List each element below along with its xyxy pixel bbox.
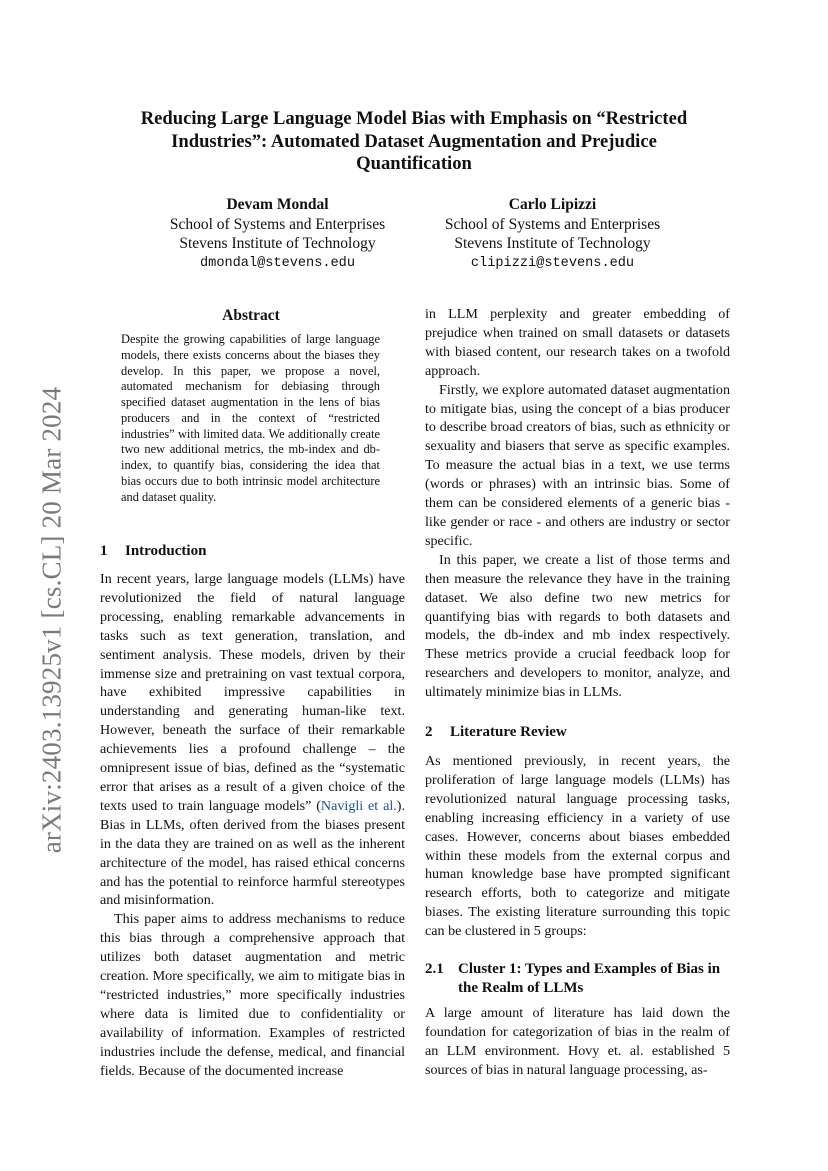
title-line-1: Reducing Large Language Model Bias with Emphasis on “Restricted xyxy=(140,108,688,129)
citation-link[interactable]: Navigli et al. xyxy=(320,797,397,814)
section-number: 1 xyxy=(100,543,108,559)
section-title: Introduction xyxy=(125,543,207,559)
paragraph-text: In recent years, large language models (LLMs) have revolutionized the field of natural language processing, enabling remarkable advancements in tasks such as text generation, translation, and sentiment analysis. These models, driven by their immense size and pretraining on vast textual corpora, have exhibited impressive capabilities in understanding and generating human-like text. However, beneath the surface of their remarkable achievements lies a profound challenge – the omnipresent issue of bias, defined as the “systematic error that arises as a result of a given choice of the texts used to train language models” ( xyxy=(100,571,405,814)
section-title: Literature Review xyxy=(450,724,567,740)
literature-review-body xyxy=(425,752,730,941)
section-heading-introduction xyxy=(100,542,206,561)
paragraph xyxy=(100,570,405,910)
paragraph-text: ). Bias in LLMs, often derived from the biases present in the data they are trained on as well as the inherent architecture of the model, has raised ethical concerns and has the potential to reinforce harmful stereotypes and misinformation. xyxy=(100,797,405,909)
author-email: dmondal@stevens.edu xyxy=(200,256,355,272)
subsection-number: 2.1 xyxy=(425,961,444,977)
author-affiliation-school: School of Systems and Enterprises xyxy=(444,215,661,233)
author-affiliation-institute: Stevens Institute of Technology xyxy=(179,235,376,253)
paragraph: As mentioned previously, in recent years, the proliferation of large language models (LLMs) has revolutionized natural language processing tasks, enabling increasing efficiency in a variety of use cases. However, concerns about biases embedded within these models from the external corpus and human knowledge base have prompted significant research efforts, both to categorize and mitigate biases. The existing literature surrounding this topic can be clustered in 5 groups: xyxy=(425,753,730,940)
author-affiliation-institute: Stevens Institute of Technology xyxy=(454,235,651,253)
author-affiliation-school: School of Systems and Enterprises xyxy=(169,215,386,233)
right-column-body xyxy=(425,305,730,702)
section-heading-literature-review xyxy=(425,723,567,742)
subsection-heading-cluster-1 xyxy=(425,960,730,998)
abstract-text: Despite the growing capabilities of large language models, there exists concerns about the biases they develop. In this paper, we propose a novel, automated mechanism for debiasing through specified dataset augmentation in the lens of bias producers and in the context of “restricted industries” with limited data. We additionally create two new additional metrics, the mb-index and db-index, to quantify bias, considering the idea that bias occurs due to both intrinsic model architecture and dataset quality. xyxy=(121,332,380,504)
title-line-2: Industries”: Automated Dataset Augmentation and Prejudice xyxy=(171,130,657,152)
subsection-title-line-2: the Realm of LLMs xyxy=(458,980,584,996)
arxiv-identifier: arXiv:2403.13925v1 [cs.CL] 20 Mar 2024 xyxy=(36,386,67,854)
title-line-3: Quantification xyxy=(356,153,472,174)
subsection-title-line-1: Cluster 1: Types and Examples of Bias in xyxy=(458,961,721,977)
paragraph: Firstly, we explore automated dataset augmentation to mitigate bias, using the concept of a bias producer to describe broad creators of bias, such as ethnicity or sexuality and biasers that serve as specific examples. To measure the actual bias in a text, we use terms (words or phrases) with an intrinsic bias. Some of them can be considered elements of a generic bias - like gender or race - and others are industry or sector specific. xyxy=(425,381,730,549)
section-number: 2 xyxy=(425,724,433,740)
cluster-1-body xyxy=(425,1004,730,1080)
author-block-2 xyxy=(425,195,680,274)
abstract-heading: Abstract xyxy=(222,307,280,324)
author-name: Devam Mondal xyxy=(226,196,329,213)
author-name: Carlo Lipizzi xyxy=(508,196,597,213)
paragraph: This paper aims to address mechanisms to reduce this bias through a comprehensive approach that utilizes both dataset augmentation and metric creation. More specifically, we aim to mitigate bias in “restricted industries,” more specifically industries where data is limited due to confidentiality or availability of information. Examples of restricted industries include the defense, medical, and financial fields. Because of the documented increase xyxy=(100,911,405,1079)
author-block-1 xyxy=(150,195,405,274)
paragraph: in LLM perplexity and greater embedding of prejudice when trained on small datasets or datasets with biased content, our research takes on a twofold approach. xyxy=(425,306,730,379)
paragraph: In this paper, we create a list of those terms and then measure the relevance they have in the training dataset. We also define two new metrics for quantifying bias with regards to both datasets and models, the db-index and mb index respectively. These metrics provide a crucial feedback loop for researchers and developers to monitor, analyze, and ultimately minimize bias in LLMs. xyxy=(425,551,730,701)
paragraph: A large amount of literature has laid down the foundation for categorization of bias in the realm of an LLM environment. Hovy et. al. established 5 sources of bias in natural language processing, as- xyxy=(425,1005,730,1078)
introduction-body xyxy=(100,570,405,1080)
paper-title xyxy=(98,108,730,176)
author-email: clipizzi@stevens.edu xyxy=(470,256,635,272)
